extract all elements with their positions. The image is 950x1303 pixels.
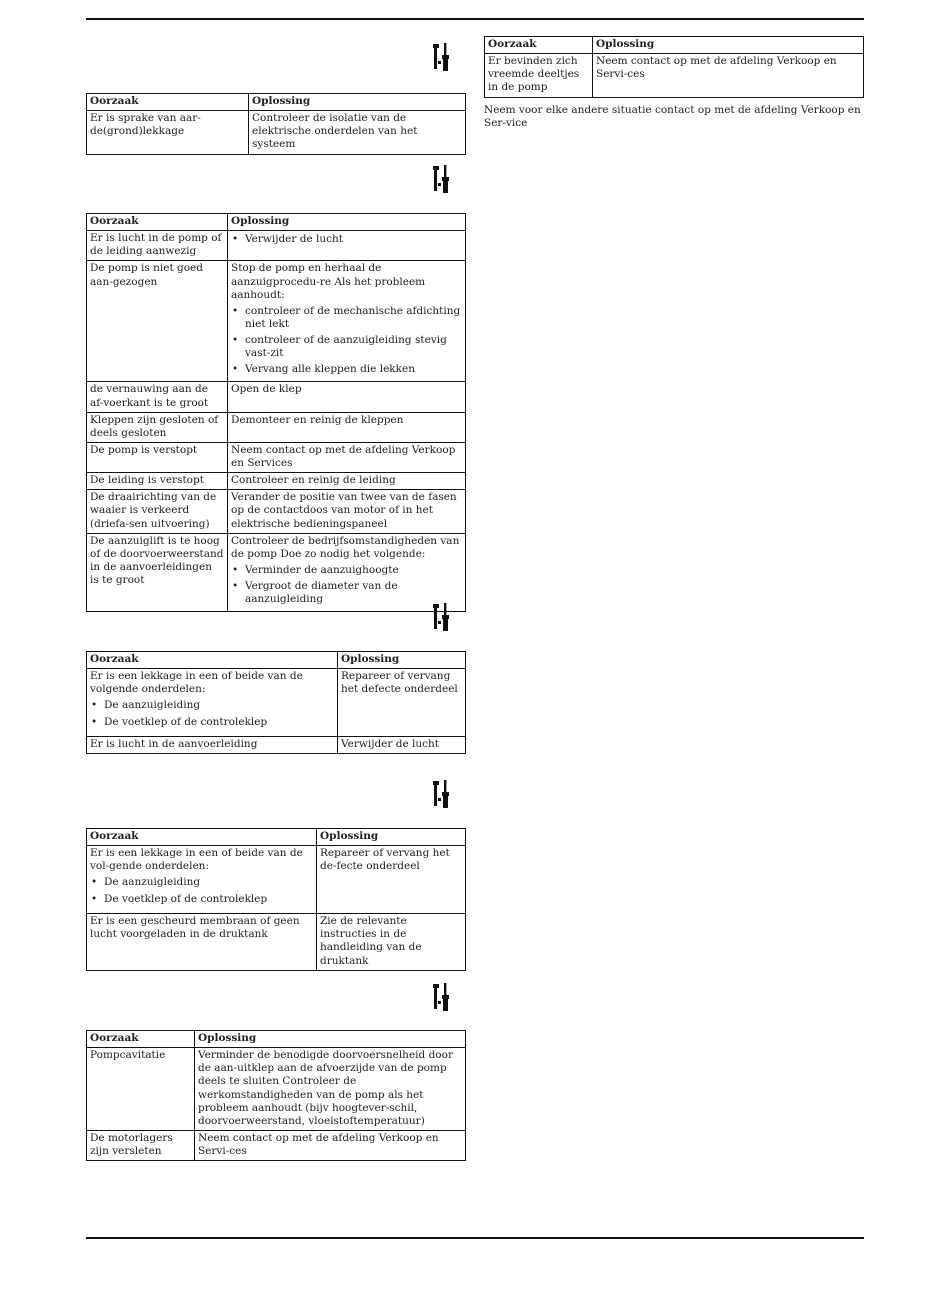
list-item: • Verminder de aanzuighoogte <box>231 564 462 577</box>
list-item: • controleer of de mechanische afdichting niet lekt <box>231 305 462 331</box>
header-solution: Oplossing <box>338 652 466 669</box>
solution-cell: Neem contact op met de afdeling Verkoop en Services <box>228 442 466 472</box>
troubleshooting-table-6 <box>484 36 864 98</box>
header-solution: Oplossing <box>228 214 466 231</box>
cause-cell: Er is sprake van aar-de(grond)lekkage <box>87 111 249 154</box>
cause-cell: De pomp is niet goed aan-gezogen <box>87 261 228 382</box>
table-row <box>87 473 466 490</box>
table-row <box>87 533 466 612</box>
header-solution: Oplossing <box>317 829 466 846</box>
cause-cell: De pomp is verstopt <box>87 442 228 472</box>
cause-cell: Er bevinden zich vreemde deeltjes in de pomp <box>485 54 593 97</box>
troubleshooting-table-5 <box>86 1030 466 1161</box>
list-item: • Verwijder de lucht <box>231 233 462 246</box>
solution-cell: Repareer of vervang het defecte onderdeel <box>338 669 466 737</box>
header-cause: Oorzaak <box>87 94 249 111</box>
troubleshooting-table-1 <box>86 93 466 155</box>
table-row <box>87 261 466 382</box>
header-solution: Oplossing <box>249 94 466 111</box>
solution-cell: Demonteer en reinig de kleppen <box>228 412 466 442</box>
solution-cell: Verwijder de lucht <box>338 737 466 754</box>
cause-cell: De leiding is verstopt <box>87 473 228 490</box>
bottom-rule <box>86 1237 864 1239</box>
tools-icon <box>433 983 453 1013</box>
top-rule <box>86 18 864 20</box>
other-situation-note: Neem voor elke andere situatie contact op met de afdeling Verkoop en Ser-vice <box>484 104 861 130</box>
cause-cell: De aanzuiglift is te hoog of de doorvoerweerstand in de aanvoerleidingen is te groot <box>87 533 228 612</box>
table-header <box>87 214 466 231</box>
solution-cell: Verander de positie van twee van de fasen op de contactdoos van motor of in het elektrische bedieningspaneel <box>228 490 466 533</box>
list-item: • De voetklep of de controleklep <box>90 716 334 729</box>
header-cause: Oorzaak <box>87 829 317 846</box>
table-header <box>87 1031 466 1048</box>
cause-cell: Pompcavitatie <box>87 1048 195 1131</box>
table-row <box>87 1048 466 1131</box>
list-item: • Vergroot de diameter van de aanzuigleiding <box>231 580 462 606</box>
table-row <box>87 412 466 442</box>
table-header <box>485 37 864 54</box>
table-row <box>87 737 466 754</box>
cause-cell <box>87 669 338 737</box>
solution-text: Controleer de bedrijfsomstandigheden van de pomp Doe zo nodig het volgende: <box>231 534 460 560</box>
solution-list <box>231 233 462 246</box>
table-row <box>87 231 466 261</box>
solution-cell: Zie de relevante instructies in de handleiding van de druktank <box>317 914 466 971</box>
list-item: • De aanzuigleiding <box>90 876 313 889</box>
solution-cell <box>228 261 466 382</box>
troubleshooting-table-4 <box>86 828 466 971</box>
solution-text: Stop de pomp en herhaal de aanzuigprocedu-re Als het probleem aanhoudt: <box>231 262 426 301</box>
table-row <box>87 846 466 914</box>
table-header <box>87 94 466 111</box>
cause-cell: Er is een gescheurd membraan of geen lucht voorgeladen in de druktank <box>87 914 317 971</box>
table-row <box>485 54 864 97</box>
tools-icon <box>433 43 453 73</box>
header-cause: Oorzaak <box>87 1031 195 1048</box>
tools-icon <box>433 165 453 195</box>
cause-cell <box>87 846 317 914</box>
list-item: • Vervang alle kleppen die lekken <box>231 363 462 376</box>
troubleshooting-table-2 <box>86 213 466 612</box>
list-item: • controleer of de aanzuigleiding stevig vast-zit <box>231 334 462 360</box>
solution-cell <box>228 231 466 261</box>
cause-list <box>90 699 334 728</box>
header-cause: Oorzaak <box>485 37 593 54</box>
header-cause: Oorzaak <box>87 214 228 231</box>
table-row <box>87 490 466 533</box>
solution-cell: Controleer de isolatie van de elektrische onderdelen van het systeem <box>249 111 466 154</box>
table-row <box>87 914 466 971</box>
cause-text: Er is een lekkage in een of beide van de volgende onderdelen: <box>90 670 303 696</box>
cause-cell: Er is lucht in de pomp of de leiding aanwezig <box>87 231 228 261</box>
table-header <box>87 829 466 846</box>
solution-cell <box>228 533 466 612</box>
cause-cell: de vernauwing aan de af-voerkant is te groot <box>87 382 228 412</box>
table-row <box>87 442 466 472</box>
cause-cell: Er is lucht in de aanvoerleiding <box>87 737 338 754</box>
list-item: • De aanzuigleiding <box>90 699 334 712</box>
solution-cell: Open de klep <box>228 382 466 412</box>
solution-cell: Verminder de benodigde doorvoersnelheid door de aan-uitklep aan de afvoerzijde van de pomp deels te sluiten Controleer de werkomstandigheden van de pomp als het probleem aanhoudt (bijv hoogtever-schil, doorvoerweerstand, vloeistoftemperatuur) <box>195 1048 466 1131</box>
troubleshooting-table-3 <box>86 651 466 754</box>
solution-cell: Neem contact op met de afdeling Verkoop en Servi-ces <box>593 54 864 97</box>
table-header <box>87 652 466 669</box>
table-row <box>87 111 466 154</box>
list-item: • De voetklep of de controleklep <box>90 893 313 906</box>
solution-cell: Repareer of vervang het de-fecte onderdeel <box>317 846 466 914</box>
solution-list <box>231 305 462 377</box>
cause-cell: De motorlagers zijn versleten <box>87 1130 195 1160</box>
table-row <box>87 382 466 412</box>
cause-list <box>90 876 313 905</box>
header-solution: Oplossing <box>195 1031 466 1048</box>
cause-cell: De draairichting van de waaier is verkeerd (driefa-sen uitvoering) <box>87 490 228 533</box>
table-row <box>87 1130 466 1160</box>
solution-cell: Controleer en reinig de leiding <box>228 473 466 490</box>
cause-cell: Kleppen zijn gesloten of deels gesloten <box>87 412 228 442</box>
header-cause: Oorzaak <box>87 652 338 669</box>
solution-cell: Neem contact op met de afdeling Verkoop en Servi-ces <box>195 1130 466 1160</box>
table-row <box>87 669 466 737</box>
tools-icon <box>433 780 453 810</box>
header-solution: Oplossing <box>593 37 864 54</box>
solution-list <box>231 564 462 606</box>
cause-text: Er is een lekkage in een of beide van de vol-gende onderdelen: <box>90 847 303 873</box>
